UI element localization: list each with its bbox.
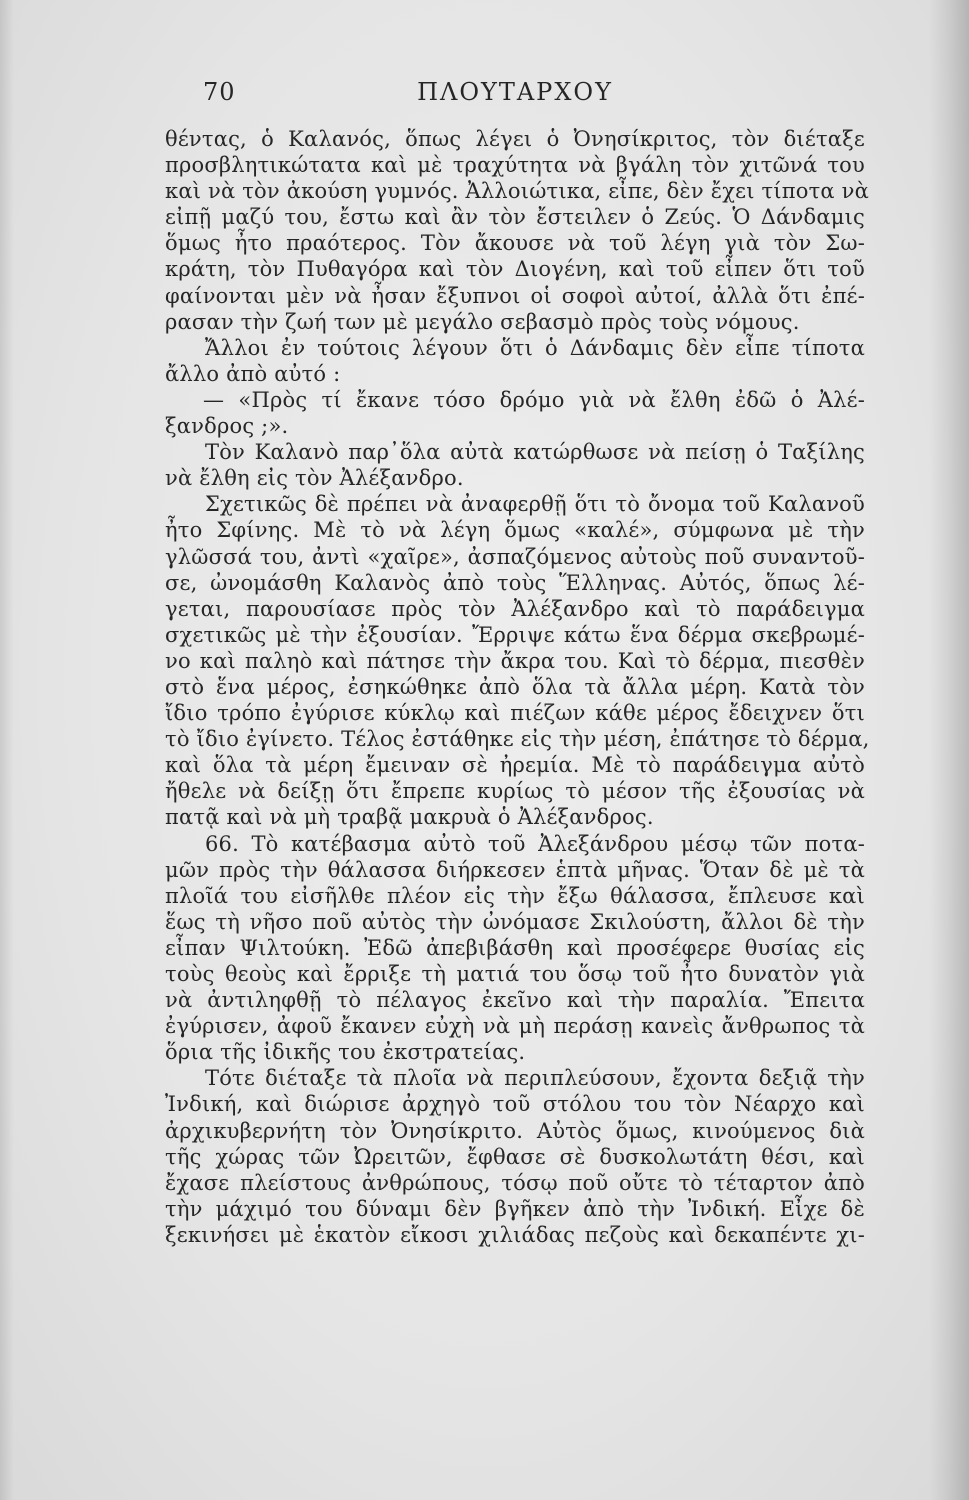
text-line: νὰ ἔλθη εἰς τὸν Ἀλέξανδρο. bbox=[165, 466, 464, 491]
text-line: ἀρχικυβερνήτη τὸν Ὀνησίκριτο. Αὐτὸς ὅμως, κινούμενος διὰ bbox=[165, 1118, 865, 1143]
text-line: τοὺς θεοὺς καὶ ἔρριξε τὴ ματιά του ὅσῳ τοῦ ἦτο δυνατὸν γιὰ bbox=[165, 962, 865, 986]
text-line: Σχετικῶς δὲ πρέπει νὰ ἀναφερθῇ ὅτι τὸ ὄνομα τοῦ Καλανοῦ bbox=[205, 492, 865, 517]
text-line: φαίνονται μὲν νὰ ἦσαν ἔξυπνοι οἱ σοφοὶ αὐτοί, ἀλλὰ ὅτι ἐπέ- bbox=[165, 283, 865, 308]
text-line: εἶπαν Ψιλτούκη. Ἐδῶ ἀπεβιβάσθη καὶ προσέφερε θυσίας εἰς bbox=[165, 935, 865, 960]
text-line: ἔχασε πλείστους ἀνθρώπους, τόσῳ ποῦ οὔτε τὸ τέταρτον ἀπὸ bbox=[165, 1170, 865, 1195]
text-line: ὅρια τῆς ἰδικῆς του ἐκστρατείας. bbox=[165, 1040, 526, 1065]
text-line: ξεκινήσει μὲ ἑκατὸν εἴκοσι χιλιάδας πεζοὺς καὶ δεκαπέντε χι- bbox=[165, 1222, 865, 1247]
text-line: ἤθελε νὰ δείξῃ ὅτι ἔπρεπε κυρίως τὸ μέσον τῆς ἐξουσίας νὰ bbox=[165, 779, 865, 804]
text-line: ἕως τὴ νῆσο ποῦ αὐτὸς τὴν ὠνόμασε Σκιλούστη, ἄλλοι δὲ τὴν bbox=[165, 909, 865, 934]
text-line: ἴδιο τρόπο ἐγύρισε κύκλῳ καὶ πιέζων κάθε μέρος ἔδειχνεν ὅτι bbox=[165, 701, 865, 726]
text-line: ἐγύρισεν, ἀφοῦ ἔκανεν εὐχὴ νὰ μὴ περάσῃ κανεὶς ἄνθρωπος τὰ bbox=[165, 1014, 865, 1039]
text-line: τὸ ἴδιο ἐγίνετο. Τέλος ἐστάθηκε εἰς τὴν μέση, ἐπάτησε τὸ δέρμα, bbox=[165, 727, 870, 752]
text-line: προσβλητικώτατα καὶ μὲ τραχύτητα νὰ βγάλη τὸν χιτῶνά του bbox=[165, 153, 865, 178]
body-text bbox=[165, 126, 870, 1248]
text-line: καὶ ὅλα τὰ μέρη ἔμειναν σὲ ἠρεμία. Μὲ τὸ παράδειγμα αὐτὸ bbox=[165, 753, 865, 778]
text-line: τῆς χώρας τῶν Ὠρειτῶν, ἔφθασε σὲ δυσκολωτάτη θέσι, καὶ bbox=[165, 1144, 865, 1169]
text-line: ὅμως ἦτο πραότερος. Τὸν ἄκουσε νὰ τοῦ λέγη γιὰ τὸν Σω- bbox=[165, 231, 865, 256]
text-line: στὸ ἕνα μέρος, ἐσηκώθηκε ἀπὸ ὅλα τὰ ἄλλα μέρη. Κατὰ τὸν bbox=[165, 674, 865, 699]
page-header bbox=[165, 78, 865, 112]
text-line: σε, ὠνομάσθη Καλανὸς ἀπὸ τοὺς Ἕλληνας. Αὐτός, ὅπως λέ- bbox=[165, 570, 865, 595]
text-line: — «Πρὸς τί ἔκανε τόσο δρόμο γιὰ νὰ ἔλθη ἐδῶ ὁ Ἀλέ- bbox=[203, 387, 865, 412]
text-line: μῶν πρὸς τὴν θάλασσα διήρκεσεν ἑπτὰ μῆνας. Ὅταν δὲ μὲ τὰ bbox=[165, 857, 865, 882]
text-line: ρασαν τὴν ζωή των μὲ μεγάλο σεβασμὸ πρὸς τοὺς νόμους. bbox=[165, 309, 800, 334]
text-line: 66. Τὸ κατέβασμα αὐτὸ τοῦ Ἀλεξάνδρου μέσῳ τῶν ποτα- bbox=[205, 831, 865, 856]
text-line: τὴν μάχιμό του δύναμι δὲν βγῆκεν ἀπὸ τὴν Ἰνδική. Εἶχε δὲ bbox=[165, 1196, 865, 1221]
text-line: Τὸν Καλανὸ παρ᾿ὅλα αὐτὰ κατώρθωσε νὰ πείσῃ ὁ Ταξίλης bbox=[205, 440, 865, 465]
text-line: καὶ νὰ τὸν ἀκούση γυμνός. Ἀλλοιώτικα, εἶπε, δὲν ἔχει τίποτα νὰ bbox=[165, 179, 870, 204]
text-line: πατᾷ καὶ νὰ μὴ τραβᾷ μακρυὰ ὁ Ἀλέξανδρος. bbox=[165, 805, 654, 830]
text-line: νο καὶ παληὸ καὶ πάτησε τὴν ἄκρα του. Καὶ τὸ δέρμα, πιεσθὲν bbox=[165, 648, 865, 673]
text-line: Ἰνδική, καὶ διώρισε ἀρχηγὸ τοῦ στόλου του τὸν Νέαρχο καὶ bbox=[165, 1092, 865, 1117]
page-left-edge bbox=[0, 0, 14, 1500]
text-line: Τότε διέταξε τὰ πλοῖα νὰ περιπλεύσουν, ἔχοντα δεξιᾷ τὴν bbox=[205, 1066, 865, 1091]
text-line: θέντας, ὁ Καλανός, ὅπως λέγει ὁ Ὀνησίκριτος, τὸν διέταξε bbox=[165, 127, 865, 151]
text-line: ἦτο Σφίνης. Μὲ τὸ νὰ λέγη ὅμως «καλέ», σύμφωνα μὲ τὴν bbox=[165, 518, 865, 543]
text-line: εἰπῇ μαζύ του, ἔστω καὶ ἂν τὸν ἔστειλεν ὁ Ζεύς. Ὁ Δάνδαμις bbox=[165, 205, 865, 230]
text-line: πλοῖά του εἰσῆλθε πλέον εἰς τὴν ἔξω θάλασσα, ἔπλευσε καὶ bbox=[165, 883, 865, 908]
page-number: 70 bbox=[203, 78, 236, 106]
text-line: ξανδρος ;». bbox=[165, 414, 289, 439]
page-spine-shadow bbox=[929, 0, 969, 1500]
text-line: σχετικῶς μὲ τὴν ἐξουσίαν. Ἔρριψε κάτω ἕνα δέρμα σκεβρωμέ- bbox=[165, 622, 865, 647]
running-title: ΠΛΟΥΤΑΡΧΟΥ bbox=[417, 78, 613, 106]
text-line: ἄλλο ἀπὸ αὐτό : bbox=[165, 361, 341, 386]
text-line: γεται, παρουσίασε πρὸς τὸν Ἀλέξανδρο καὶ τὸ παράδειγμα bbox=[165, 596, 865, 621]
text-line: κράτη, τὸν Πυθαγόρα καὶ τὸν Διογένη, καὶ τοῦ εἶπεν ὅτι τοῦ bbox=[165, 257, 865, 282]
text-line: νὰ ἀντιληφθῇ τὸ πέλαγος ἐκεῖνο καὶ τὴν παραλία. Ἔπειτα bbox=[165, 988, 865, 1013]
text-line: γλῶσσά του, ἀντὶ «χαῖρε», ἀσπαζόμενος αὐτοὺς ποῦ συναντοῦ- bbox=[165, 544, 865, 569]
text-line: Ἄλλοι ἐν τούτοις λέγουν ὅτι ὁ Δάνδαμις δὲν εἶπε τίποτα bbox=[205, 335, 865, 360]
